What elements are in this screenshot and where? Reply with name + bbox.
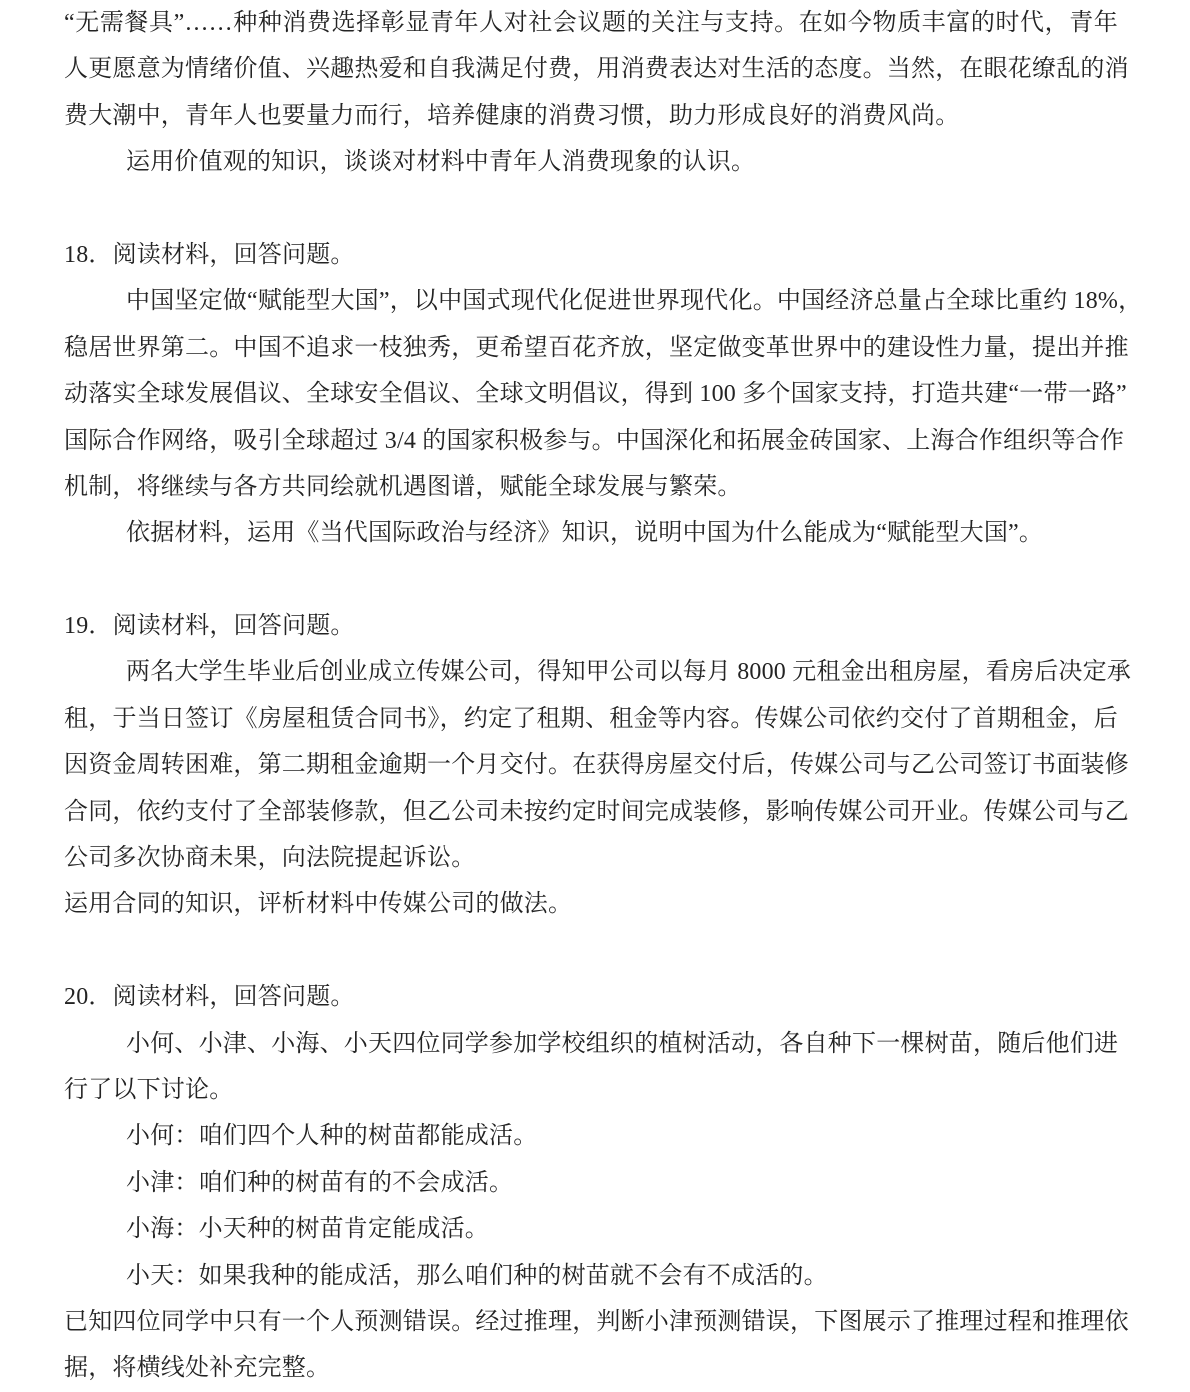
q18-task-line: 依据材料，运用《当代国际政治与经济》知识，说明中国为什么能成为“赋能型大国”。 [126, 520, 1044, 547]
q17-paragraph-line: 费大潮中，青年人也要量力而行，培养健康的消费习惯，助力形成良好的消费风尚。 [64, 102, 960, 129]
q18-material-line: 机制，将继续与各方共同绘就机遇图谱，赋能全球发展与繁荣。 [64, 473, 742, 500]
q19-material-line: 租，于当日签订《房屋租赁合同书》，约定了租期、租金等内容。传媒公司依约交付了首期租金，后 [64, 705, 1118, 732]
q20-dialogue-line: 小海：小天种的树苗肯定能成活。 [126, 1216, 489, 1243]
q20-dialogue-line: 小津：咱们种的树苗有的不会成活。 [126, 1169, 514, 1196]
q17-paragraph-line: 人更愿意为情绪价值、兴趣热爱和自我满足付费，用消费表达对生活的态度。当然，在眼花缭乱的消 [64, 56, 1129, 83]
q20-dialogue-line: 小何：咱们四个人种的树苗都能成活。 [126, 1123, 538, 1150]
q18-material-line: 稳居世界第二。中国不追求一枝独秀，更希望百花齐放，坚定做变革世界中的建设性力量，提出并推 [64, 334, 1129, 361]
document-text-block [64, 0, 1143, 1392]
q19-material-line: 两名大学生毕业后创业成立传媒公司，得知甲公司以每月 8000 元租金出租房屋，看房后决定承 [126, 659, 1131, 686]
q19-material-line: 因资金周转困难，第二期租金逾期一个月交付。在获得房屋交付后，传媒公司与乙公司签订书面装修 [64, 752, 1129, 779]
q19-heading: 19．阅读材料，回答问题。 [64, 613, 355, 640]
q19-material-line: 公司多次协商未果，向法院提起诉讼。 [64, 845, 476, 872]
q18-material-line: 中国坚定做“赋能型大国”，以中国式现代化促进世界现代化。中国经济总量占全球比重约 18%， [126, 288, 1143, 315]
q17-paragraph-line: “无需餐具”……种种消费选择彰显青年人对社会议题的关注与支持。在如今物质丰富的时代，青年 [64, 10, 1118, 36]
q18-heading: 18．阅读材料，回答问题。 [64, 241, 355, 268]
blank-line [64, 928, 1118, 974]
q18-material-line: 国际合作网络，吸引全球超过 3/4 的国家积极参与。中国深化和拓展金砖国家、上海合作组织等合作 [64, 427, 1125, 454]
q19-material-line: 合同，依约支付了全部装修款，但乙公司未按约定时间完成装修，影响传媒公司开业。传媒公司与乙 [64, 798, 1129, 825]
blank-line [64, 186, 1118, 232]
q20-dialogue-line: 小天：如果我种的能成活，那么咱们种的树苗就不会有不成活的。 [126, 1262, 828, 1289]
q20-closing-line: 已知四位同学中只有一个人预测错误。经过推理，判断小津预测错误，下图展示了推理过程和推理依 [64, 1308, 1129, 1335]
q19-task-line: 运用合同的知识，评析材料中传媒公司的做法。 [64, 891, 573, 918]
blank-line [64, 557, 1118, 603]
q18-material-line: 动落实全球发展倡议、全球安全倡议、全球文明倡议，得到 100 多个国家支持，打造共建“一带一路” [64, 381, 1127, 408]
q20-closing-line: 据，将横线处补充完整。 [64, 1355, 331, 1382]
q20-material-line: 小何、小津、小海、小天四位同学参加学校组织的植树活动，各自种下一棵树苗，随后他们进 [126, 1030, 1119, 1057]
q17-task-line: 运用价值观的知识，谈谈对材料中青年人消费现象的认识。 [126, 149, 756, 176]
q20-material-line: 行了以下讨论。 [64, 1076, 234, 1103]
q20-heading: 20．阅读材料，回答问题。 [64, 984, 355, 1011]
